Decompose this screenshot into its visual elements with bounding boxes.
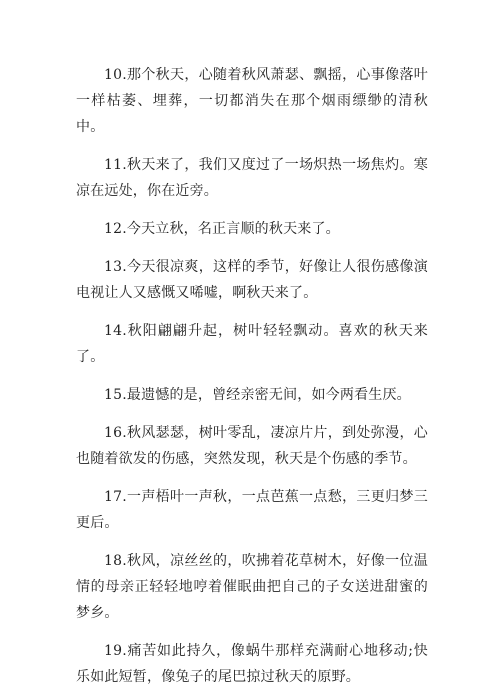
paragraph-15: 15.最遗憾的是，曾经亲密无间，如今两看生厌。 [104, 387, 411, 403]
document-body [76, 62, 428, 690]
paragraph-11: 11.秋天来了，我们又度过了一场炽热一场焦灼。寒凉在远处，你在近旁。 [76, 157, 428, 199]
paragraph-19: 19.痛苦如此持久，像蜗牛那样充满耐心地移动;快乐如此短暂，像兔子的尾巴掠过秋天的原野。 [76, 643, 428, 685]
paragraph-17: 17.一声梧叶一声秋，一点芭蕉一点愁，三更归梦三更后。 [76, 489, 428, 531]
paragraph-18: 18.秋风，凉丝丝的，吹拂着花草树木，好像一位温情的母亲正轻轻地哼着催眠曲把自己的子女送进甜蜜的梦乡。 [76, 553, 428, 621]
paragraph-16: 16.秋风瑟瑟，树叶零乱，凄凉片片，到处弥漫，心也随着欲发的伤感，突然发现，秋天是个伤感的季节。 [76, 425, 428, 467]
paragraph-13: 13.今天很凉爽，这样的季节，好像让人很伤感像演电视让人又感慨又唏嘘，啊秋天来了。 [76, 259, 428, 301]
paragraph-10: 10.那个秋天，心随着秋风萧瑟、飘摇，心事像落叶一样枯萎、埋葬，一切都消失在那个烟雨缥缈的清秋中。 [76, 67, 428, 135]
paragraph-14: 14.秋阳翩翩升起，树叶轻轻飘动。喜欢的秋天来了。 [76, 323, 428, 365]
paragraph-12: 12.今天立秋，名正言顺的秋天来了。 [104, 221, 340, 237]
